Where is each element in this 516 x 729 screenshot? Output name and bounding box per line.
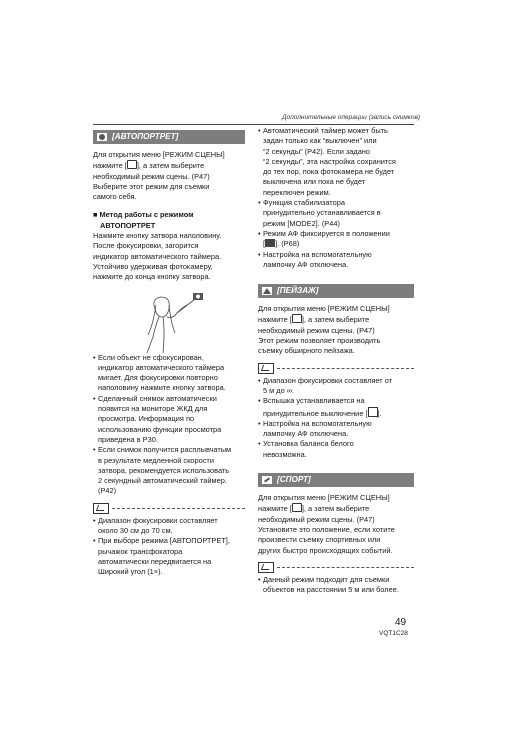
text-line: Нажмите кнопку затвора наполовину. xyxy=(93,231,222,241)
text-line: нажмите [ ], а затем выберите xyxy=(258,315,370,325)
section-header-landscape xyxy=(258,284,414,298)
text-line: Этот режим позволяет производить xyxy=(258,336,381,346)
text-line: После фокусировки, загорится xyxy=(93,241,199,251)
list-item: • Если снимок получится расплывчатым в результате медленной скорости затвора, рекомендуется использовать 2 секундный автоматический таймер. (P42) xyxy=(93,445,232,496)
section-title: [АВТОПОРТРЕТ] xyxy=(112,132,179,141)
section-header-self-portrait xyxy=(93,130,245,144)
text-line: индикатор автоматического таймера. xyxy=(93,251,222,261)
self-portrait-illustration xyxy=(115,287,225,353)
note-icon xyxy=(93,503,109,514)
list-item: • Данный режим подходит для съемки объектов на расстоянии 5 м или более. xyxy=(258,574,399,595)
list-item: • Установка баланса белого невозможна. xyxy=(258,439,354,459)
text-line: самого себя. xyxy=(93,192,137,202)
list-item: • Функция стабилизатора принудительно устанавливается в режим [MODE2]. (P44) xyxy=(258,198,381,228)
list-item: • Автоматический таймер может быть задан только как “выключен” или “2 секунды” (P42). Если задано “2 секунды”, эта настройка сохранится до тех пор, пока фотокамера не будет выключена или пока не будет переключен режим. xyxy=(258,126,396,197)
menu-button-icon xyxy=(292,314,302,323)
text-line: необходимый режим сцены. (P47) xyxy=(93,171,210,181)
menu-button-icon xyxy=(127,160,137,169)
section-title: [ПЕЙЗАЖ] xyxy=(277,286,319,296)
text-line: съемку обширного пейзажа. xyxy=(258,346,355,356)
right-column xyxy=(258,126,414,595)
text-line: Установите это положение, если хотите xyxy=(258,524,395,534)
flash-off-icon xyxy=(368,407,378,417)
text-line: Для открытия меню [РЕЖИМ СЦЕНЫ] xyxy=(93,150,225,159)
list-item: • Сделанный снимок автоматически появится на мониторе ЖКД для просмотра. Информация по использованию функции просмотра приведена в P30. xyxy=(93,393,222,444)
list-item: • Настройка на вспомогательную лампочку АФ отключена. xyxy=(258,249,372,269)
list-item: • Если объект не сфокусирован, индикатор автоматического таймера мигает. Для фокусировки повторно наполовину нажмите кнопку затвора. xyxy=(93,352,226,393)
landscape-icon xyxy=(262,287,272,295)
list-item: • Настройка на вспомогательную лампочку АФ отключена. xyxy=(258,418,372,439)
page-header: Дополнительные операции (запись снимков) xyxy=(282,114,421,121)
note-icon xyxy=(258,363,274,374)
list-item: • Вспышка устанавливается на принудительное выключение [ ]. xyxy=(258,396,382,418)
section-title: [СПОРТ] xyxy=(277,475,311,485)
header-rule xyxy=(93,124,414,125)
menu-button-icon xyxy=(292,503,302,512)
text-line: нажмите [ ], а затем выберите xyxy=(93,161,205,171)
list-item: • Диапазон фокусировки составляет около 30 см до 70 см. xyxy=(93,515,218,536)
text-line: необходимый режим сцены. (P47) xyxy=(258,325,375,335)
list-item: • Диапазон фокусировки составляет от 5 м до ∞. xyxy=(258,375,393,395)
note-divider xyxy=(258,363,414,374)
af-multi-icon xyxy=(265,239,275,247)
text-line: нажмите [ ], а затем выберите xyxy=(258,504,370,514)
method-title: ■ Метод работы с режимом xyxy=(93,210,194,220)
self-portrait-icon xyxy=(97,133,107,141)
left-column xyxy=(93,130,245,578)
text-line: нажмите до конца кнопку затвора. xyxy=(93,272,211,282)
text-line: произвести съемку спортивных или xyxy=(258,535,381,545)
text-line: Для открытия меню [РЕЖИМ СЦЕНЫ] xyxy=(258,304,390,314)
section-header-sport xyxy=(258,473,414,487)
text-line: других быстро происходящих событий. xyxy=(258,545,393,555)
note-divider xyxy=(93,503,245,514)
list-item: • При выборе режима [АВТОПОРТРЕТ], рычажок трансфокатора автоматически передвигается на Широкий угол (1×). xyxy=(93,536,230,577)
text-line: Устойчиво удерживая фотокамеру, xyxy=(93,261,213,271)
page-number: 49 xyxy=(395,617,407,628)
list-item: • Режим АФ фиксируется в положении [ ]. (P68) xyxy=(258,228,390,249)
note-divider xyxy=(258,562,414,573)
text-line: Для открытия меню [РЕЖИМ СЦЕНЫ] xyxy=(258,493,390,503)
text-line: необходимый режим сцены. (P47) xyxy=(258,514,375,524)
document-code: VQT1C28 xyxy=(379,630,408,637)
sport-icon xyxy=(262,476,272,484)
note-icon xyxy=(258,562,274,573)
method-subtitle: АВТОПОРТРЕТ xyxy=(100,220,156,230)
text-line: Выберите этот режим для съемки xyxy=(93,181,210,191)
